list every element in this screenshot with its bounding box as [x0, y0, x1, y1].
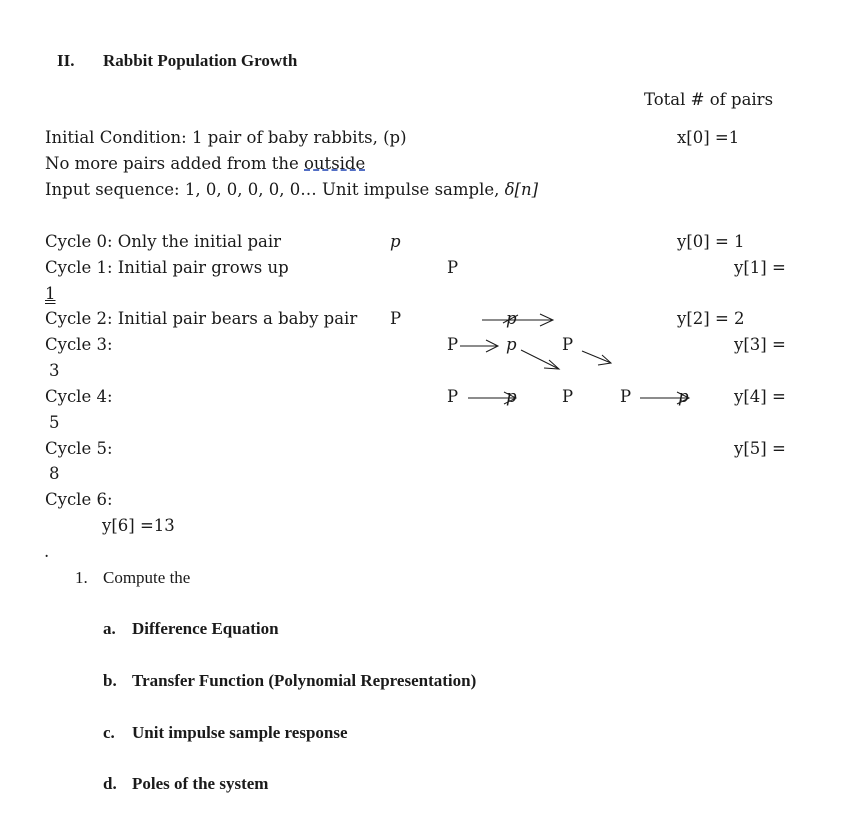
diagram-p-cycle4-b: p	[678, 387, 689, 406]
arrow-cycle4-b	[640, 392, 689, 404]
section-title: Rabbit Population Growth	[103, 51, 298, 70]
diagram-P-cycle4-c: P	[620, 387, 632, 406]
cycle-6-label: Cycle 6:	[45, 490, 113, 509]
subitem-d-letter: d.	[103, 774, 117, 793]
cycle-4-label: Cycle 4:	[45, 387, 113, 406]
diagram-p-cycle0: p	[390, 232, 401, 251]
x0-value: x[0] =1	[677, 128, 740, 147]
diagram-p-cycle4-a: p	[506, 387, 517, 406]
subitem-c-letter: c.	[103, 723, 115, 742]
cycle-4-y: y[4] =	[734, 387, 786, 406]
cycle-6-y: y[6] =13	[102, 516, 175, 535]
section-number: II.	[57, 51, 75, 70]
cycle-5-y: y[5] =	[734, 439, 786, 458]
subitem-a-text: Difference Equation	[132, 619, 279, 638]
delta-symbol: δ[n]	[504, 180, 539, 199]
initial-condition: Initial Condition: 1 pair of baby rabbits, (p)	[45, 128, 407, 147]
cycle-2-label: Cycle 2: Initial pair bears a baby pair	[45, 309, 358, 328]
cycle-5-value: 8	[49, 464, 60, 483]
input-sequence-text: Input sequence: 1, 0, 0, 0, 0, 0… Unit impulse sample,	[45, 180, 505, 199]
diagram-p-cycle3: p	[506, 335, 517, 354]
stray-dot: .	[44, 542, 50, 561]
cycle-5-label: Cycle 5:	[45, 439, 113, 458]
arrow-cycle4-a	[468, 392, 516, 404]
cycle-0-y: y[0] = 1	[677, 232, 745, 251]
cycle-1-value: 1	[45, 284, 56, 303]
total-pairs-header: Total # of pairs	[644, 90, 774, 109]
subitem-d-text: Poles of the system	[132, 774, 269, 793]
cycle-4-value: 5	[49, 413, 60, 432]
arrow-cycle3-a	[460, 340, 498, 352]
outside-word: outside	[304, 154, 366, 173]
no-more-text: No more pairs added from the	[45, 154, 304, 173]
cycle-3-label: Cycle 3:	[45, 335, 113, 354]
cycle-3-value: 3	[49, 361, 60, 380]
cycle-1-y: y[1] =	[734, 258, 786, 277]
arrow-cycle3-diagonal	[521, 350, 559, 369]
arrow-cycle3-b	[582, 351, 611, 365]
diagram-P-cycle1: P	[447, 258, 459, 277]
cycle-2-y: y[2] = 2	[677, 309, 745, 328]
diagram-P-cycle4-b: P	[562, 387, 574, 406]
question-text: Compute the	[103, 568, 191, 587]
subitem-b-text: Transfer Function (Polynomial Representation)	[132, 671, 477, 690]
subitem-c-text: Unit impulse sample response	[132, 723, 348, 742]
diagram-P-cycle4-a: P	[447, 387, 459, 406]
cycle-0-label: Cycle 0: Only the initial pair	[45, 232, 282, 251]
diagram-p-cycle2-struck: p	[506, 309, 517, 328]
cycle-3-y: y[3] =	[734, 335, 786, 354]
strike-line	[503, 315, 518, 323]
subitem-a-letter: a.	[103, 619, 116, 638]
diagram-P-cycle3-a: P	[447, 335, 459, 354]
subitem-b-letter: b.	[103, 671, 117, 690]
diagram-P-cycle3-b: P	[562, 335, 574, 354]
cycle-1-label: Cycle 1: Initial pair grows up	[45, 258, 289, 277]
question-number: 1.	[75, 568, 88, 587]
diagram-P-cycle2: P	[390, 309, 402, 328]
